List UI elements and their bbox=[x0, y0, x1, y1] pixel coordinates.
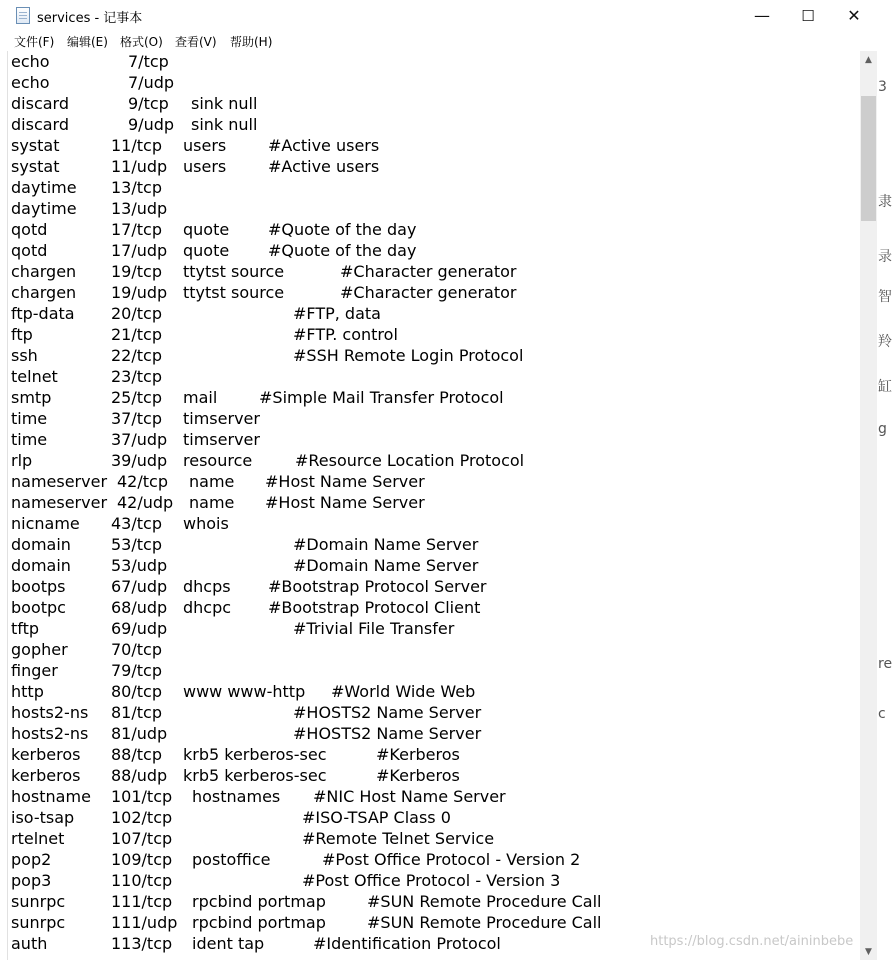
service-name: http bbox=[11, 682, 44, 701]
text-line bbox=[0, 514, 860, 535]
service-name: bootps bbox=[11, 577, 66, 596]
background-text-fragment: c bbox=[878, 706, 886, 722]
service-name: chargen bbox=[11, 283, 77, 302]
text-line bbox=[0, 115, 860, 136]
menu-view[interactable]: 查看(V) bbox=[175, 35, 217, 49]
background-text-fragment: 录 bbox=[878, 249, 892, 265]
service-name: echo bbox=[11, 73, 50, 92]
service-comment: #HOSTS2 Name Server bbox=[293, 703, 482, 722]
service-port: 22/tcp bbox=[111, 346, 162, 365]
notepad-app-icon bbox=[16, 7, 30, 24]
text-line bbox=[0, 325, 860, 346]
text-line bbox=[0, 178, 860, 199]
service-aliases: dhcpc bbox=[183, 598, 232, 617]
service-name: domain bbox=[11, 535, 71, 554]
text-line bbox=[0, 157, 860, 178]
text-line bbox=[0, 787, 860, 808]
service-aliases: www www-http bbox=[183, 682, 306, 701]
service-name: daytime bbox=[11, 178, 77, 197]
text-line bbox=[0, 577, 860, 598]
service-name: discard bbox=[11, 94, 69, 113]
service-port: 70/tcp bbox=[111, 640, 162, 659]
text-line bbox=[0, 94, 860, 115]
service-comment: #Post Office Protocol - Version 2 bbox=[322, 850, 581, 869]
service-port: 88/udp bbox=[111, 766, 168, 785]
text-line bbox=[0, 913, 860, 934]
text-line bbox=[0, 871, 860, 892]
service-comment: #Resource Location Protocol bbox=[295, 451, 525, 470]
text-line bbox=[0, 829, 860, 850]
text-editor-area[interactable] bbox=[0, 51, 860, 960]
background-text-fragment: 3 bbox=[878, 79, 887, 95]
text-line bbox=[0, 199, 860, 220]
text-line bbox=[0, 283, 860, 304]
text-line bbox=[0, 262, 860, 283]
service-name: qotd bbox=[11, 241, 48, 260]
service-name: hosts2-ns bbox=[11, 724, 89, 743]
service-port: 107/tcp bbox=[111, 829, 173, 848]
service-comment: #Simple Mail Transfer Protocol bbox=[259, 388, 504, 407]
service-name: time bbox=[11, 430, 48, 449]
text-line bbox=[0, 556, 860, 577]
text-line bbox=[0, 745, 860, 766]
text-line bbox=[0, 451, 860, 472]
service-port: 81/tcp bbox=[111, 703, 162, 722]
text-line bbox=[0, 850, 860, 871]
service-name: echo bbox=[11, 52, 50, 71]
service-port: 13/tcp bbox=[111, 178, 162, 197]
service-port: 111/udp bbox=[111, 913, 178, 932]
service-port: 13/udp bbox=[111, 199, 168, 218]
text-line bbox=[0, 619, 860, 640]
text-line bbox=[0, 640, 860, 661]
service-port: 42/udp bbox=[117, 493, 174, 512]
text-line bbox=[0, 892, 860, 913]
service-comment: #Kerberos bbox=[376, 745, 460, 764]
text-line bbox=[0, 136, 860, 157]
service-aliases: name bbox=[189, 493, 235, 512]
service-comment: #Active users bbox=[268, 136, 380, 155]
service-aliases: users bbox=[183, 136, 227, 155]
service-port: 69/udp bbox=[111, 619, 168, 638]
text-line bbox=[0, 598, 860, 619]
service-aliases: sink null bbox=[191, 94, 258, 113]
service-port: 111/tcp bbox=[111, 892, 173, 911]
service-comment: #World Wide Web bbox=[331, 682, 476, 701]
service-aliases: hostnames bbox=[192, 787, 281, 806]
service-name: rtelnet bbox=[11, 829, 65, 848]
menu-bar bbox=[0, 31, 885, 51]
service-port: 113/tcp bbox=[111, 934, 173, 953]
service-port: 25/tcp bbox=[111, 388, 162, 407]
service-name: ssh bbox=[11, 346, 38, 365]
service-aliases: ttytst source bbox=[183, 262, 285, 281]
service-name: systat bbox=[11, 157, 60, 176]
service-port: 11/udp bbox=[111, 157, 168, 176]
service-name: sunrpc bbox=[11, 913, 66, 932]
service-name: time bbox=[11, 409, 48, 428]
service-comment: #Character generator bbox=[340, 262, 517, 281]
service-name: systat bbox=[11, 136, 60, 155]
service-aliases: timserver bbox=[183, 430, 260, 449]
service-name: auth bbox=[11, 934, 48, 953]
menu-format[interactable]: 格式(O) bbox=[120, 35, 163, 49]
service-port: 9/tcp bbox=[128, 94, 169, 113]
scroll-up-arrow-icon[interactable]: ▲ bbox=[865, 54, 872, 65]
text-line bbox=[0, 52, 860, 73]
service-comment: #HOSTS2 Name Server bbox=[293, 724, 482, 743]
service-aliases: krb5 kerberos-sec bbox=[183, 745, 327, 764]
service-port: 9/udp bbox=[128, 115, 175, 134]
service-aliases: rpcbind portmap bbox=[192, 913, 326, 932]
text-line bbox=[0, 766, 860, 787]
window-title: services - 记事本 bbox=[37, 11, 143, 26]
service-aliases: mail bbox=[183, 388, 218, 407]
text-line bbox=[0, 682, 860, 703]
service-port: 102/tcp bbox=[111, 808, 173, 827]
service-port: 53/tcp bbox=[111, 535, 162, 554]
service-port: 88/tcp bbox=[111, 745, 162, 764]
service-port: 21/tcp bbox=[111, 325, 162, 344]
service-name: gopher bbox=[11, 640, 68, 659]
service-name: bootpc bbox=[11, 598, 66, 617]
service-port: 37/udp bbox=[111, 430, 168, 449]
service-comment: #Quote of the day bbox=[268, 241, 417, 260]
text-line bbox=[0, 808, 860, 829]
service-comment: #Bootstrap Protocol Server bbox=[268, 577, 487, 596]
service-aliases: timserver bbox=[183, 409, 260, 428]
minimize-button[interactable]: — bbox=[754, 6, 770, 25]
service-aliases: resource bbox=[183, 451, 253, 470]
text-line bbox=[0, 724, 860, 745]
service-port: 19/tcp bbox=[111, 262, 162, 281]
menu-edit[interactable]: 编辑(E) bbox=[67, 35, 108, 49]
service-aliases: users bbox=[183, 157, 227, 176]
service-comment: #Host Name Server bbox=[265, 493, 425, 512]
service-aliases: ttytst source bbox=[183, 283, 285, 302]
text-line bbox=[0, 73, 860, 94]
service-name: kerberos bbox=[11, 745, 81, 764]
background-text-fragment: re bbox=[878, 656, 892, 672]
service-port: 80/tcp bbox=[111, 682, 162, 701]
service-name: kerberos bbox=[11, 766, 81, 785]
service-port: 101/tcp bbox=[111, 787, 173, 806]
text-line bbox=[0, 409, 860, 430]
text-line bbox=[0, 535, 860, 556]
service-comment: #SUN Remote Procedure Call bbox=[367, 892, 602, 911]
service-comment: #NIC Host Name Server bbox=[313, 787, 506, 806]
service-aliases: rpcbind portmap bbox=[192, 892, 326, 911]
service-port: 42/tcp bbox=[117, 472, 168, 491]
service-name: discard bbox=[11, 115, 69, 134]
service-name: pop3 bbox=[11, 871, 52, 890]
service-comment: #Quote of the day bbox=[268, 220, 417, 239]
service-aliases: ident tap bbox=[192, 934, 265, 953]
service-comment: #Trivial File Transfer bbox=[293, 619, 455, 638]
text-line bbox=[0, 304, 860, 325]
service-comment: #Domain Name Server bbox=[293, 535, 479, 554]
service-name: nicname bbox=[11, 514, 80, 533]
service-name: tftp bbox=[11, 619, 40, 638]
service-port: 67/udp bbox=[111, 577, 168, 596]
close-button[interactable]: ✕ bbox=[847, 6, 861, 25]
menu-file[interactable]: 文件(F) bbox=[14, 35, 55, 49]
service-name: domain bbox=[11, 556, 71, 575]
service-port: 109/tcp bbox=[111, 850, 173, 869]
service-comment: #SUN Remote Procedure Call bbox=[367, 913, 602, 932]
service-name: qotd bbox=[11, 220, 48, 239]
background-text-fragment: 羚 bbox=[878, 334, 892, 350]
service-comment: #Domain Name Server bbox=[293, 556, 479, 575]
text-line bbox=[0, 367, 860, 388]
scroll-down-arrow-icon[interactable]: ▼ bbox=[865, 946, 872, 957]
vertical-scrollbar[interactable] bbox=[860, 51, 877, 960]
service-name: ftp-data bbox=[11, 304, 75, 323]
background-window-fragment bbox=[877, 31, 892, 960]
service-name: hostname bbox=[11, 787, 91, 806]
service-name: rlp bbox=[11, 451, 33, 470]
service-port: 17/tcp bbox=[111, 220, 162, 239]
service-comment: #FTP. control bbox=[293, 325, 398, 344]
service-port: 20/tcp bbox=[111, 304, 162, 323]
service-port: 23/tcp bbox=[111, 367, 162, 386]
service-comment: #FTP, data bbox=[293, 304, 381, 323]
service-aliases: postoffice bbox=[192, 850, 271, 869]
service-aliases: whois bbox=[183, 514, 229, 533]
service-name: nameserver bbox=[11, 493, 108, 512]
service-port: 37/tcp bbox=[111, 409, 162, 428]
text-line bbox=[0, 220, 860, 241]
service-comment: #Host Name Server bbox=[265, 472, 425, 491]
service-port: 11/tcp bbox=[111, 136, 162, 155]
text-line bbox=[0, 430, 860, 451]
text-line bbox=[0, 388, 860, 409]
service-name: hosts2-ns bbox=[11, 703, 89, 722]
service-name: nameserver bbox=[11, 472, 108, 491]
service-aliases: quote bbox=[183, 220, 230, 239]
service-aliases: krb5 kerberos-sec bbox=[183, 766, 327, 785]
background-text-fragment: 缸 bbox=[878, 379, 892, 395]
text-line bbox=[0, 472, 860, 493]
service-comment: #ISO-TSAP Class 0 bbox=[302, 808, 451, 827]
service-name: ftp bbox=[11, 325, 33, 344]
service-comment: #Identification Protocol bbox=[313, 934, 501, 953]
service-aliases: dhcps bbox=[183, 577, 231, 596]
service-port: 79/tcp bbox=[111, 661, 162, 680]
service-port: 68/udp bbox=[111, 598, 168, 617]
service-port: 17/udp bbox=[111, 241, 168, 260]
service-name: finger bbox=[11, 661, 58, 680]
service-comment: #Bootstrap Protocol Client bbox=[268, 598, 481, 617]
service-aliases: sink null bbox=[191, 115, 258, 134]
service-aliases: quote bbox=[183, 241, 230, 260]
service-port: 39/udp bbox=[111, 451, 168, 470]
service-comment: #Kerberos bbox=[376, 766, 460, 785]
background-text-fragment: g bbox=[878, 421, 887, 437]
maximize-button[interactable]: ☐ bbox=[801, 6, 815, 25]
service-port: 19/udp bbox=[111, 283, 168, 302]
service-name: smtp bbox=[11, 388, 52, 407]
menu-help[interactable]: 帮助(H) bbox=[230, 35, 273, 49]
service-name: telnet bbox=[11, 367, 58, 386]
service-port: 81/udp bbox=[111, 724, 168, 743]
service-comment: #Active users bbox=[268, 157, 380, 176]
service-comment: #SSH Remote Login Protocol bbox=[293, 346, 524, 365]
text-line bbox=[0, 703, 860, 724]
service-port: 53/udp bbox=[111, 556, 168, 575]
service-name: pop2 bbox=[11, 850, 52, 869]
service-name: sunrpc bbox=[11, 892, 66, 911]
service-name: chargen bbox=[11, 262, 77, 281]
service-name: daytime bbox=[11, 199, 77, 218]
service-comment: #Remote Telnet Service bbox=[302, 829, 495, 848]
service-aliases: name bbox=[189, 472, 235, 491]
watermark: https://blog.csdn.net/aininbebe bbox=[650, 934, 854, 949]
text-line bbox=[0, 493, 860, 514]
title-bar[interactable] bbox=[0, 0, 885, 31]
service-name: iso-tsap bbox=[11, 808, 75, 827]
service-port: 110/tcp bbox=[111, 871, 173, 890]
background-text-fragment: 隶 bbox=[878, 194, 892, 210]
text-line bbox=[0, 241, 860, 262]
scroll-thumb[interactable] bbox=[861, 96, 876, 221]
service-comment: #Character generator bbox=[340, 283, 517, 302]
text-line bbox=[0, 661, 860, 682]
service-comment: #Post Office Protocol - Version 3 bbox=[302, 871, 561, 890]
background-text-fragment: 智 bbox=[878, 289, 892, 305]
service-port: 7/tcp bbox=[128, 52, 169, 71]
service-port: 43/tcp bbox=[111, 514, 162, 533]
text-line bbox=[0, 346, 860, 367]
service-port: 7/udp bbox=[128, 73, 175, 92]
